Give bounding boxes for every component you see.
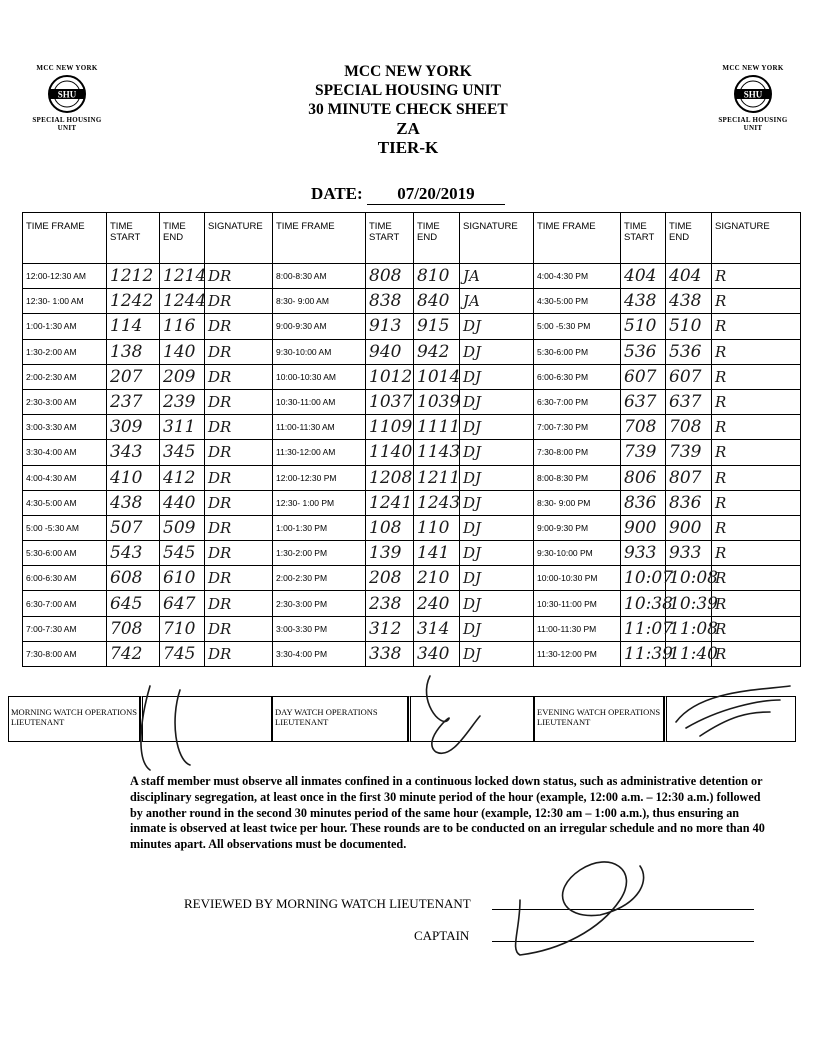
time-frame-cell: 10:00-10:30 PM bbox=[534, 566, 621, 591]
time-start-cell: 940 bbox=[366, 339, 414, 364]
time-start-cell: 543 bbox=[107, 541, 160, 566]
time-end-cell: 11:40 bbox=[666, 641, 712, 666]
header-tier: TIER-K bbox=[377, 138, 439, 157]
signature-cell: DJ bbox=[460, 415, 534, 440]
date-line bbox=[0, 184, 816, 205]
time-end-cell: 900 bbox=[666, 515, 712, 540]
time-frame-cell: 5:00 -5:30 AM bbox=[23, 515, 107, 540]
time-start-cell: 312 bbox=[366, 616, 414, 641]
signature-cell: DJ bbox=[460, 515, 534, 540]
col-time-frame: TIME FRAME bbox=[273, 213, 366, 264]
time-frame-cell: 1:30-2:00 AM bbox=[23, 339, 107, 364]
time-frame-cell: 4:00-4:30 AM bbox=[23, 465, 107, 490]
time-frame-cell: 6:30-7:00 PM bbox=[534, 389, 621, 414]
time-frame-cell: 3:00-3:30 AM bbox=[23, 415, 107, 440]
time-end-cell: 1211 bbox=[414, 465, 460, 490]
time-start-cell: 11:07 bbox=[621, 616, 666, 641]
signature-cell: R bbox=[712, 389, 801, 414]
time-start-cell: 913 bbox=[366, 314, 414, 339]
time-end-cell: 10:39 bbox=[666, 591, 712, 616]
signature-cell: JA bbox=[460, 289, 534, 314]
table-row bbox=[23, 389, 801, 414]
time-end-cell: 10:08 bbox=[666, 566, 712, 591]
table-header-row bbox=[23, 213, 801, 264]
time-end-cell: 438 bbox=[666, 289, 712, 314]
time-start-cell: 1140 bbox=[366, 440, 414, 465]
time-frame-cell: 11:00-11:30 AM bbox=[273, 415, 366, 440]
time-end-cell: 240 bbox=[414, 591, 460, 616]
time-frame-cell: 6:30-7:00 AM bbox=[23, 591, 107, 616]
signature-cell: DR bbox=[205, 264, 273, 289]
signature-cell: DJ bbox=[460, 440, 534, 465]
signature-cell: DJ bbox=[460, 641, 534, 666]
date-label: DATE: bbox=[311, 184, 363, 203]
time-end-cell: 915 bbox=[414, 314, 460, 339]
time-start-cell: 933 bbox=[621, 541, 666, 566]
col-time-end: TIME END bbox=[666, 213, 712, 264]
evening-watch-signature-box bbox=[664, 696, 796, 742]
time-frame-cell: 7:00-7:30 AM bbox=[23, 616, 107, 641]
time-end-cell: 1143 bbox=[414, 440, 460, 465]
reviewed-signature-line bbox=[492, 909, 754, 910]
evening-watch-label: EVENING WATCH OPERATIONS LIEUTENANT bbox=[534, 696, 664, 742]
signature-cell: DR bbox=[205, 389, 273, 414]
time-frame-cell: 8:00-8:30 AM bbox=[273, 264, 366, 289]
time-end-cell: 239 bbox=[160, 389, 205, 414]
signature-cell: DR bbox=[205, 616, 273, 641]
table-row bbox=[23, 289, 801, 314]
time-start-cell: 1109 bbox=[366, 415, 414, 440]
time-frame-cell: 2:30-3:00 AM bbox=[23, 389, 107, 414]
time-frame-cell: 11:30-12:00 AM bbox=[273, 440, 366, 465]
time-start-cell: 739 bbox=[621, 440, 666, 465]
col-time-end: TIME END bbox=[160, 213, 205, 264]
time-start-cell: 237 bbox=[107, 389, 160, 414]
time-start-cell: 1037 bbox=[366, 389, 414, 414]
date-value: 07/20/2019 bbox=[367, 184, 505, 205]
header-zone: ZA bbox=[396, 119, 420, 138]
time-end-cell: 942 bbox=[414, 339, 460, 364]
table-row bbox=[23, 490, 801, 515]
signature-cell: DR bbox=[205, 339, 273, 364]
signature-cell: R bbox=[712, 591, 801, 616]
time-end-cell: 141 bbox=[414, 541, 460, 566]
table-row bbox=[23, 264, 801, 289]
logo-top-text: MCC NEW YORK bbox=[722, 64, 784, 72]
col-time-frame: TIME FRAME bbox=[534, 213, 621, 264]
signature-cell: R bbox=[712, 490, 801, 515]
watch-signature-strip bbox=[8, 696, 816, 742]
time-end-cell: 412 bbox=[160, 465, 205, 490]
signature-cell: DR bbox=[205, 364, 273, 389]
time-end-cell: 739 bbox=[666, 440, 712, 465]
table-row bbox=[23, 314, 801, 339]
signature-cell: DR bbox=[205, 515, 273, 540]
time-start-cell: 338 bbox=[366, 641, 414, 666]
time-end-cell: 840 bbox=[414, 289, 460, 314]
time-start-cell: 637 bbox=[621, 389, 666, 414]
time-end-cell: 836 bbox=[666, 490, 712, 515]
time-start-cell: 808 bbox=[366, 264, 414, 289]
logo-badge-text: SHU bbox=[743, 89, 763, 100]
time-end-cell: 311 bbox=[160, 415, 205, 440]
time-end-cell: 340 bbox=[414, 641, 460, 666]
signature-cell: R bbox=[712, 641, 801, 666]
signature-cell: R bbox=[712, 440, 801, 465]
col-signature: SIGNATURE bbox=[460, 213, 534, 264]
time-end-cell: 345 bbox=[160, 440, 205, 465]
signature-cell: DR bbox=[205, 415, 273, 440]
time-end-cell: 708 bbox=[666, 415, 712, 440]
signature-cell: DJ bbox=[460, 465, 534, 490]
time-frame-cell: 10:30-11:00 PM bbox=[534, 591, 621, 616]
time-end-cell: 11:08 bbox=[666, 616, 712, 641]
table-row bbox=[23, 515, 801, 540]
logo-top-text: MCC NEW YORK bbox=[36, 64, 98, 72]
table-row bbox=[23, 641, 801, 666]
signature-cell: JA bbox=[460, 264, 534, 289]
captain-label: CAPTAIN bbox=[414, 928, 470, 943]
time-frame-cell: 4:00-4:30 PM bbox=[534, 264, 621, 289]
time-frame-cell: 5:00 -5:30 PM bbox=[534, 314, 621, 339]
time-end-cell: 745 bbox=[160, 641, 205, 666]
signature-cell: DJ bbox=[460, 591, 534, 616]
signature-cell: DJ bbox=[460, 389, 534, 414]
time-frame-cell: 10:30-11:00 AM bbox=[273, 389, 366, 414]
time-frame-cell: 9:00-9:30 AM bbox=[273, 314, 366, 339]
time-end-cell: 210 bbox=[414, 566, 460, 591]
time-end-cell: 637 bbox=[666, 389, 712, 414]
time-start-cell: 536 bbox=[621, 339, 666, 364]
time-start-cell: 309 bbox=[107, 415, 160, 440]
signature-cell: R bbox=[712, 415, 801, 440]
table-row bbox=[23, 415, 801, 440]
signature-cell: DJ bbox=[460, 314, 534, 339]
header-sheet-title: 30 MINUTE CHECK SHEET bbox=[308, 101, 508, 118]
time-start-cell: 343 bbox=[107, 440, 160, 465]
day-watch-label: DAY WATCH OPERATIONS LIEUTENANT bbox=[272, 696, 408, 742]
signature-cell: R bbox=[712, 314, 801, 339]
table-row bbox=[23, 541, 801, 566]
time-frame-cell: 8:30- 9:00 PM bbox=[534, 490, 621, 515]
time-start-cell: 108 bbox=[366, 515, 414, 540]
time-frame-cell: 12:00-12:30 PM bbox=[273, 465, 366, 490]
time-frame-cell: 7:30-8:00 PM bbox=[534, 440, 621, 465]
time-frame-cell: 8:30- 9:00 AM bbox=[273, 289, 366, 314]
time-frame-cell: 6:00-6:30 AM bbox=[23, 566, 107, 591]
signature-cell: DR bbox=[205, 289, 273, 314]
time-start-cell: 139 bbox=[366, 541, 414, 566]
time-end-cell: 545 bbox=[160, 541, 205, 566]
signature-cell: DJ bbox=[460, 616, 534, 641]
signature-cell: R bbox=[712, 264, 801, 289]
time-start-cell: 114 bbox=[107, 314, 160, 339]
time-start-cell: 10:07 bbox=[621, 566, 666, 591]
time-start-cell: 838 bbox=[366, 289, 414, 314]
time-frame-cell: 6:00-6:30 PM bbox=[534, 364, 621, 389]
time-start-cell: 11:39 bbox=[621, 641, 666, 666]
col-signature: SIGNATURE bbox=[205, 213, 273, 264]
time-end-cell: 607 bbox=[666, 364, 712, 389]
time-frame-cell: 3:30-4:00 PM bbox=[273, 641, 366, 666]
captain-signature-line bbox=[492, 941, 754, 942]
time-start-cell: 806 bbox=[621, 465, 666, 490]
time-frame-cell: 1:30-2:00 PM bbox=[273, 541, 366, 566]
time-end-cell: 807 bbox=[666, 465, 712, 490]
time-end-cell: 536 bbox=[666, 339, 712, 364]
time-frame-cell: 4:30-5:00 AM bbox=[23, 490, 107, 515]
time-start-cell: 404 bbox=[621, 264, 666, 289]
time-frame-cell: 2:00-2:30 AM bbox=[23, 364, 107, 389]
time-start-cell: 238 bbox=[366, 591, 414, 616]
time-end-cell: 1244 bbox=[160, 289, 205, 314]
time-end-cell: 314 bbox=[414, 616, 460, 641]
time-start-cell: 1242 bbox=[107, 289, 160, 314]
time-start-cell: 208 bbox=[366, 566, 414, 591]
time-frame-cell: 9:30-10:00 AM bbox=[273, 339, 366, 364]
time-start-cell: 1012 bbox=[366, 364, 414, 389]
time-end-cell: 1039 bbox=[414, 389, 460, 414]
time-frame-cell: 11:00-11:30 PM bbox=[534, 616, 621, 641]
time-start-cell: 510 bbox=[621, 314, 666, 339]
time-frame-cell: 9:30-10:00 PM bbox=[534, 541, 621, 566]
time-start-cell: 836 bbox=[621, 490, 666, 515]
time-start-cell: 1241 bbox=[366, 490, 414, 515]
time-end-cell: 510 bbox=[666, 314, 712, 339]
time-end-cell: 509 bbox=[160, 515, 205, 540]
col-time-frame: TIME FRAME bbox=[23, 213, 107, 264]
time-start-cell: 608 bbox=[107, 566, 160, 591]
signature-cell: R bbox=[712, 339, 801, 364]
time-end-cell: 1111 bbox=[414, 415, 460, 440]
time-end-cell: 1243 bbox=[414, 490, 460, 515]
morning-watch-signature-box bbox=[140, 696, 272, 742]
table-row bbox=[23, 339, 801, 364]
signature-cell: DJ bbox=[460, 339, 534, 364]
signature-cell: R bbox=[712, 465, 801, 490]
time-end-cell: 110 bbox=[414, 515, 460, 540]
time-start-cell: 410 bbox=[107, 465, 160, 490]
signature-cell: DJ bbox=[460, 490, 534, 515]
time-end-cell: 610 bbox=[160, 566, 205, 591]
time-frame-cell: 12:30- 1:00 AM bbox=[23, 289, 107, 314]
check-table bbox=[22, 212, 801, 667]
table-row bbox=[23, 364, 801, 389]
signature-cell: R bbox=[712, 541, 801, 566]
time-end-cell: 116 bbox=[160, 314, 205, 339]
signature-cell: R bbox=[712, 289, 801, 314]
table-row bbox=[23, 566, 801, 591]
logo-bottom-text: SPECIAL HOUSING UNIT bbox=[32, 116, 102, 132]
time-frame-cell: 2:30-3:00 PM bbox=[273, 591, 366, 616]
time-frame-cell: 11:30-12:00 PM bbox=[534, 641, 621, 666]
table-row bbox=[23, 591, 801, 616]
col-time-start: TIME START bbox=[366, 213, 414, 264]
time-end-cell: 404 bbox=[666, 264, 712, 289]
time-start-cell: 708 bbox=[621, 415, 666, 440]
time-start-cell: 645 bbox=[107, 591, 160, 616]
time-frame-cell: 12:30- 1:00 PM bbox=[273, 490, 366, 515]
time-start-cell: 1208 bbox=[366, 465, 414, 490]
table-row bbox=[23, 440, 801, 465]
time-start-cell: 708 bbox=[107, 616, 160, 641]
time-frame-cell: 5:30-6:00 AM bbox=[23, 541, 107, 566]
document-header bbox=[0, 62, 816, 157]
col-time-end: TIME END bbox=[414, 213, 460, 264]
signature-cell: DR bbox=[205, 641, 273, 666]
signature-cell: DR bbox=[205, 314, 273, 339]
table-row bbox=[23, 465, 801, 490]
time-start-cell: 138 bbox=[107, 339, 160, 364]
time-end-cell: 710 bbox=[160, 616, 205, 641]
signature-cell: DR bbox=[205, 541, 273, 566]
time-start-cell: 607 bbox=[621, 364, 666, 389]
time-end-cell: 933 bbox=[666, 541, 712, 566]
col-signature: SIGNATURE bbox=[712, 213, 801, 264]
logo-badge-text: SHU bbox=[57, 89, 77, 100]
time-end-cell: 1014 bbox=[414, 364, 460, 389]
col-time-start: TIME START bbox=[107, 213, 160, 264]
table-row bbox=[23, 616, 801, 641]
time-frame-cell: 3:00-3:30 PM bbox=[273, 616, 366, 641]
policy-paragraph: A staff member must observe all inmates confined in a continuous locked down status, such as administrative detention or disciplinary segregation, at least once in the first 30 minute period of the hour (example, 12:00 a.m. – 12:30 a.m.) followed by another round in the second 30 minutes period of the same hour (example, 12:30 am – 1:00 a.m.), thus ensuring an inmate is observed at least twice per hour. These rounds are to be conducted on an irregular schedule and no more than 40 minutes apart. All observations must be documented. bbox=[130, 774, 765, 852]
time-frame-cell: 5:30-6:00 PM bbox=[534, 339, 621, 364]
time-frame-cell: 12:00-12:30 AM bbox=[23, 264, 107, 289]
time-frame-cell: 4:30-5:00 PM bbox=[534, 289, 621, 314]
signature-cell: R bbox=[712, 515, 801, 540]
time-end-cell: 440 bbox=[160, 490, 205, 515]
time-start-cell: 10:38 bbox=[621, 591, 666, 616]
time-frame-cell: 1:00-1:30 PM bbox=[273, 515, 366, 540]
time-frame-cell: 10:00-10:30 AM bbox=[273, 364, 366, 389]
signature-cell: DJ bbox=[460, 566, 534, 591]
logo-bottom-text: SPECIAL HOUSING UNIT bbox=[718, 116, 788, 132]
time-frame-cell: 3:30-4:00 AM bbox=[23, 440, 107, 465]
time-end-cell: 810 bbox=[414, 264, 460, 289]
time-frame-cell: 7:30-8:00 AM bbox=[23, 641, 107, 666]
signature-cell: DR bbox=[205, 440, 273, 465]
signature-cell: DR bbox=[205, 490, 273, 515]
time-frame-cell: 2:00-2:30 PM bbox=[273, 566, 366, 591]
time-start-cell: 507 bbox=[107, 515, 160, 540]
header-unit: SPECIAL HOUSING UNIT bbox=[314, 82, 502, 99]
time-start-cell: 742 bbox=[107, 641, 160, 666]
signature-cell: R bbox=[712, 364, 801, 389]
morning-watch-label: MORNING WATCH OPERATIONS LIEUTENANT bbox=[8, 696, 140, 742]
col-time-start: TIME START bbox=[621, 213, 666, 264]
time-end-cell: 209 bbox=[160, 364, 205, 389]
time-frame-cell: 8:00-8:30 PM bbox=[534, 465, 621, 490]
signature-cell: R bbox=[712, 616, 801, 641]
time-start-cell: 900 bbox=[621, 515, 666, 540]
signature-cell: DR bbox=[205, 465, 273, 490]
signature-cell: DJ bbox=[460, 541, 534, 566]
time-end-cell: 1214 bbox=[160, 264, 205, 289]
time-end-cell: 140 bbox=[160, 339, 205, 364]
reviewed-by-label: REVIEWED BY MORNING WATCH LIEUTENANT bbox=[184, 896, 471, 911]
time-start-cell: 1212 bbox=[107, 264, 160, 289]
time-end-cell: 647 bbox=[160, 591, 205, 616]
time-frame-cell: 1:00-1:30 AM bbox=[23, 314, 107, 339]
signature-cell: DR bbox=[205, 591, 273, 616]
signature-cell: DR bbox=[205, 566, 273, 591]
time-frame-cell: 7:00-7:30 PM bbox=[534, 415, 621, 440]
signature-cell: DJ bbox=[460, 364, 534, 389]
header-facility: MCC NEW YORK bbox=[344, 63, 472, 80]
day-watch-signature-box bbox=[408, 696, 534, 742]
signature-cell: R bbox=[712, 566, 801, 591]
time-start-cell: 438 bbox=[621, 289, 666, 314]
time-frame-cell: 9:00-9:30 PM bbox=[534, 515, 621, 540]
time-start-cell: 207 bbox=[107, 364, 160, 389]
time-start-cell: 438 bbox=[107, 490, 160, 515]
